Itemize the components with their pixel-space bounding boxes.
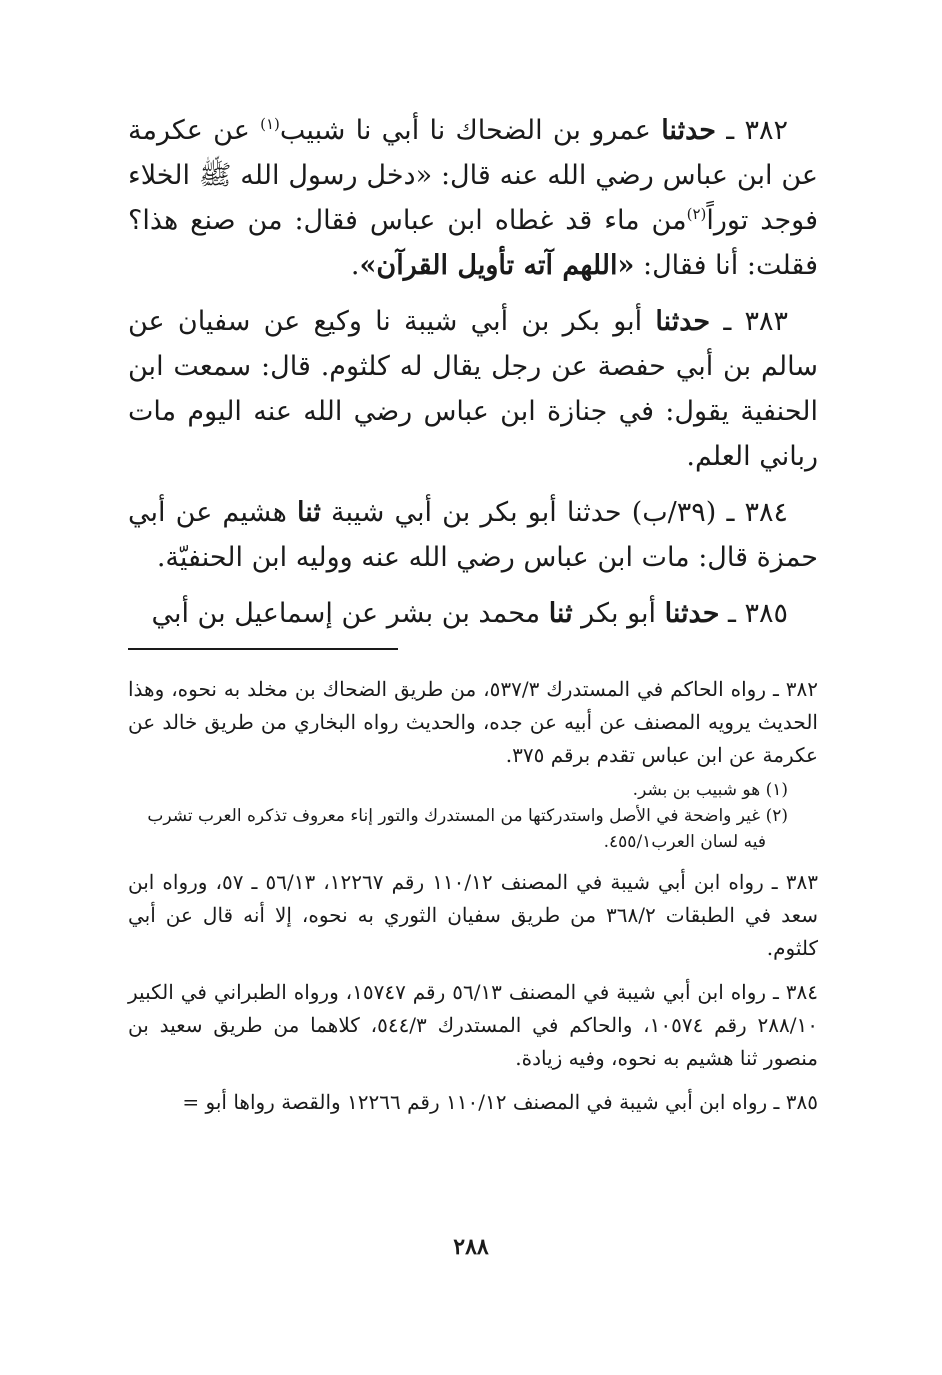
note-385: ٣٨٥ ـ رواه ابن أبي شيبة في المصنف ١١٠/١٢ رقم ١٢٢٦٦ والقصة رواها أبو = bbox=[182, 1090, 818, 1114]
hadith-text: عن عكرمة عن ابن عباس رضي الله عنه قال: «دخل رسول الله ﷺ الخلاء فوجد توراً bbox=[128, 115, 818, 236]
hadith-382 bbox=[128, 108, 818, 288]
hadith-lead-word: حدثنا bbox=[664, 598, 720, 629]
hadith-text: هشيم عن أبي حمزة قال: مات ابن عباس رضي الله عنه ووليه ابن الحنفيّة. bbox=[128, 497, 818, 573]
note-382: ٣٨٢ ـ رواه الحاكم في المستدرك ٥٣٧/٣، من طريق الضحاك بن مخلد به نحوه، وهذا الحديث يرويه المصنف عن أبيه عن جده، والحديث رواه البخاري من طريق خالد عن عكرمة عن ابن عباس تقدم برقم ٣٧٥. bbox=[128, 677, 818, 767]
hadith-number: ٣٨٢ ـ bbox=[715, 115, 788, 146]
hadith-quote: «اللهم آته تأويل القرآن» bbox=[359, 250, 635, 281]
divider-wrapper bbox=[128, 648, 818, 650]
hadith-bold-word: ثنا bbox=[296, 497, 321, 528]
footnote-divider bbox=[128, 648, 398, 650]
hadith-text: أبو بكر بن أبي شيبة نا وكيع عن سفيان عن سالم بن أبي حفصة عن رجل يقال له كلثوم. قال: سمعت ابن الحنفية يقول: في جنازة ابن عباس رضي الله عنه اليوم مات رباني العلم. bbox=[128, 306, 818, 472]
page-number: ٢٨٨ bbox=[453, 1234, 489, 1260]
hadith-text: من ماء قد غطاه ابن عباس فقال: من صنع هذا؟ فقلت: أنا فقال: bbox=[128, 205, 818, 281]
hadith-number: ٣٨٤ ـ bbox=[716, 497, 789, 528]
note-383: ٣٨٣ ـ رواه ابن أبي شيبة في المصنف ١١٠/١٢ رقم ١٢٢٦٧، ٥٦/١٣ ـ ٥٧، ورواه ابن سعد في الطبقات ٣٦٨/٢ من طريق سفيان الثوري به نحوه، إلا أنه قال عن أبي كلثوم. bbox=[128, 870, 818, 960]
notes-section bbox=[128, 673, 818, 1119]
hadith-text: . bbox=[350, 250, 360, 281]
hadith-text: عمرو بن الضحاك نا أبي نا شبيب bbox=[279, 115, 662, 146]
footnote-1: (١) هو شبيب بن بشر. bbox=[632, 780, 788, 800]
hadith-385 bbox=[128, 591, 818, 636]
page-content bbox=[128, 108, 818, 1130]
hadith-text: أبو بكر bbox=[572, 598, 665, 629]
hadith-lead-word: حدثنا bbox=[655, 306, 711, 337]
note-384: ٣٨٤ ـ رواه ابن أبي شيبة في المصنف ٥٦/١٣ رقم ١٥٧٤٧، ورواه الطبراني في الكبير ٢٨٨/١٠ رقم ١٠٥٧٤، والحاكم في المستدرك ٥٤٤/٣، كلاهما من طريق سعيد بن منصور ثنا هشيم به نحوه، وفيه زيادة. bbox=[128, 980, 818, 1070]
footnote-2-continued: فيه لسان العرب٤٥٥/١. bbox=[603, 832, 766, 852]
hadith-383 bbox=[128, 299, 818, 479]
main-text bbox=[128, 108, 818, 636]
hadith-text: (٣٩/ب) حدثنا أبو بكر بن أبي شيبة bbox=[320, 497, 717, 528]
footnote-marker[interactable]: (٢) bbox=[686, 205, 707, 223]
hadith-number: ٣٨٣ ـ bbox=[710, 306, 788, 337]
hadith-text: محمد بن بشر عن إسماعيل بن أبي bbox=[151, 598, 549, 629]
hadith-384 bbox=[128, 490, 818, 580]
footnote-marker[interactable]: (١) bbox=[260, 115, 280, 133]
hadith-number: ٣٨٥ ـ bbox=[719, 598, 788, 629]
hadith-lead-word: حدثنا bbox=[661, 115, 716, 146]
hadith-bold-word: ثنا bbox=[548, 598, 573, 629]
footnotes bbox=[128, 777, 818, 855]
footnote-2: (٢) غير واضحة في الأصل واستدركتها من المستدرك والتور إناء معروف تذكره العرب تشرب bbox=[147, 806, 788, 826]
